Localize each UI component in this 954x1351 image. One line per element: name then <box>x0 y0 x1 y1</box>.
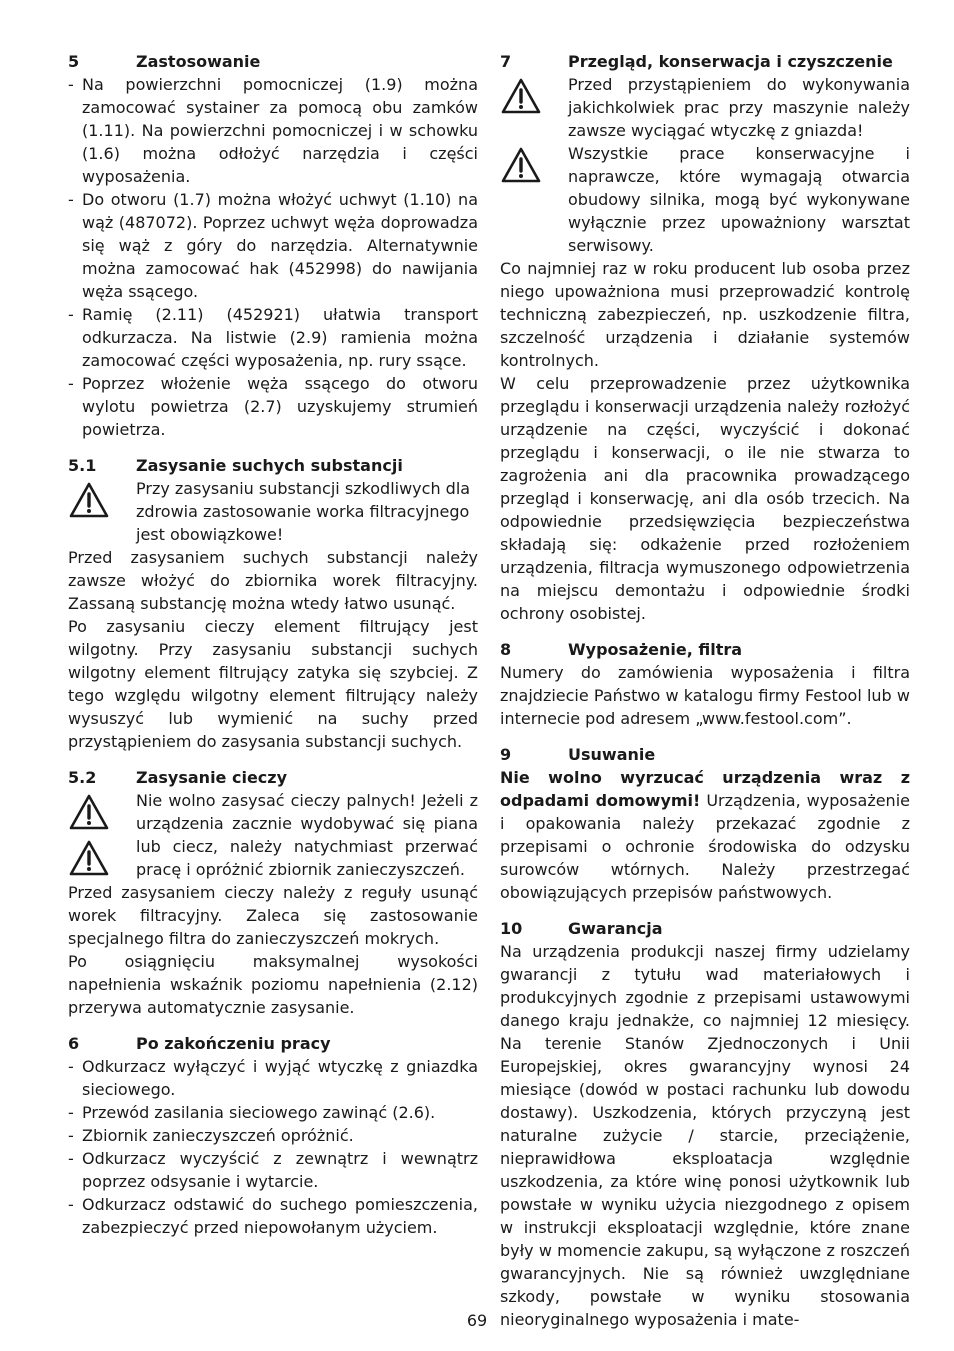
section-title: Zasysanie suchych substancji <box>136 456 403 475</box>
section-6 <box>68 1032 478 1239</box>
section-title: Zastosowanie <box>136 52 261 71</box>
warning-icon <box>500 77 542 115</box>
section-10 <box>500 917 910 1331</box>
section-5-2 <box>68 766 478 1019</box>
list-item: - Przewód zasilania sieciowego zawinąć (2.6). <box>68 1101 478 1124</box>
paragraph: Po zasysaniu cieczy element filtrujący jest wilgotny. Przy zasysaniu substancji suchych wilgotny element filtrujący zatyka się szybciej. Z tego względu wilgotny element filtrujący należy wysuszyć lub wymienić na suchy przed przystąpieniem do zasysania substancji suchych. <box>68 617 478 751</box>
paragraph <box>500 766 910 904</box>
section-heading <box>500 917 910 940</box>
section-heading <box>68 454 478 477</box>
page-number: 69 <box>466 1311 488 1330</box>
section-5-1 <box>68 454 478 753</box>
paragraph: Numery do zamówienia wyposażenia i filtra znajdziecie Państwo w katalogu firmy Festool lub w internecie pod adresem „www.festool.com”. <box>500 663 910 728</box>
section-title: Przegląd, konserwacja i czyszczenie <box>568 52 893 71</box>
right-column <box>500 50 910 1331</box>
section-7 <box>500 50 910 625</box>
bullet-list <box>68 73 478 441</box>
warning-text: Wszystkie prace konserwacyjne i naprawcze, które wymagają otwarcia obudowy silnika, mogą być wykonywane wyłącznie przez upoważniony warsztat serwisowy. <box>568 144 910 255</box>
paragraph: Przed zasysaniem cieczy należy z reguły usunąć worek filtracyjny. Zaleca się zastosowanie specjalnego filtra do zanieczyszczeń mokrych. <box>68 883 478 948</box>
warning-icon <box>68 839 110 877</box>
section-number: 8 <box>500 640 512 659</box>
paragraph: W celu przeprowadzenie przez użytkownika przeglądu i konserwacji urządzenia należy rozłożyć urządzenie na części, wyczyścić i dokonać przeglądu i konserwacji, o ile nie stwarza to zagrożenia ani dla pracownika prowadzącego przegląd i konserwację, ani dla osób trzecich. Na odpowiednie przedsięwzięcia bezpieczeństwa składają się: odkażenie przed rozłożeniem urządzenia, filtracja wymuszonego odpowietrzenia na miejscu demontażu i odpowiednie środki ochrony osobistej. <box>500 374 910 623</box>
paragraph: Na urządzenia produkcji naszej firmy udzielamy gwarancji z tytułu wad materiałowych i produkcyjnych zgodnie z przepisami ustawowymi danego kraju jednakże, co najmniej 12 miesięcy. Na terenie Stanów Zjednoczonych i Unii Europejskiej, okres gwarancyjny wynosi 24 miesiące (dowód w postaci rachunku lub dowodu dostawy). Uszkodzenia, których przyczyną jest naturalne zużycie / starcie, przeciążenie, nieprawidłowa eksploatacja względnie uszkodzenia, za które winę ponosi użytkownik lub powstałe w wyniku użycia niezgodnego z opisem w instrukcji eksploatacji względnie, które znane były w momencie zakupu, są wyłączone z roszczeń gwarancyjnych. Nie są również uwzględniane szkody, powstałe w wyniku stosowania nieoryginalnego wyposażenia i mate- <box>500 942 910 1329</box>
section-heading <box>68 50 478 73</box>
section-number: 7 <box>500 52 512 71</box>
list-item: - Odkurzacz wyczyścić z zewnątrz i wewnątrz poprzez odsysanie i wytarcie. <box>68 1147 478 1193</box>
section-heading <box>500 743 910 766</box>
warning-block <box>500 142 910 257</box>
warning-icon <box>68 481 110 519</box>
bullet-list <box>68 1055 478 1239</box>
section-number: 6 <box>68 1034 80 1053</box>
list-item: - Odkurzacz wyłączyć i wyjąć wtyczkę z gniazdka sieciowego. <box>68 1055 478 1101</box>
section-heading <box>68 766 478 789</box>
paragraph: Po osiągnięciu maksymalnej wysokości napełnienia wskaźnik poziomu napełnienia (2.12) przerywa automatycznie zasysanie. <box>68 952 478 1017</box>
list-item: - Poprzez włożenie węża ssącego do otworu wylotu powietrza (2.7) uzyskujemy strumień powietrza. <box>68 372 478 441</box>
section-title: Gwarancja <box>568 919 663 938</box>
section-title: Usuwanie <box>568 745 656 764</box>
warning-text: Nie wolno zasysać cieczy palnych! Jeżeli z urządzenia zacznie wydobywać się piana lub ciecz, należy natychmiast przerwać pracę i opróżnić zbiornik zanieczyszczeń. <box>136 791 478 879</box>
warning-text: Przy zasysaniu substancji szkodliwych dla zdrowia zastosowanie worka filtracyjnego jest obowiązkowe! <box>136 479 471 544</box>
list-item: - Na powierzchni pomocniczej (1.9) można zamocować systainer za pomocą obu zamków (1.11). Na powierzchni pomocniczej i w schowku (1.6) można odłożyć narzędzia i części wyposażenia. <box>68 73 478 188</box>
section-5 <box>68 50 478 441</box>
bold-notice: Nie wolno wyrzucać urządzenia wraz z odpadami domowymi! <box>500 768 910 810</box>
section-title: Wyposażenie, filtra <box>568 640 743 659</box>
warning-block <box>500 73 910 142</box>
warning-icon <box>500 146 542 184</box>
section-heading <box>500 638 910 661</box>
section-8 <box>500 638 910 730</box>
section-9 <box>500 743 910 904</box>
section-heading <box>500 50 910 73</box>
section-title: Zasysanie cieczy <box>136 768 288 787</box>
section-number: 5.1 <box>68 456 97 475</box>
list-item: - Zbiornik zanieczyszczeń opróżnić. <box>68 1124 478 1147</box>
section-heading <box>68 1032 478 1055</box>
left-column <box>68 50 478 1239</box>
paragraph: Co najmniej raz w roku producent lub osoba przez niego upoważniona musi przeprowadzić kontrolę techniczną zabezpieczeń, np. uszkodzenie filtra, szczelność urządzenia i działanie systemów kontrolnych. <box>500 259 910 370</box>
section-number: 9 <box>500 745 512 764</box>
paragraph: Przed zasysaniem suchych substancji należy zawsze włożyć do zbiornika worek filtracyjny. Zassaną substancję można wtedy łatwo usunąć. <box>68 548 478 613</box>
paragraph-text: Urządzenia, wyposażenie i opakowania należy przekazać zgodnie z przepisami o ochronie środowiska do odzysku surowców wtórnych. Należy przestrzegać obowiązujących przepisów państwowych. <box>500 791 910 902</box>
section-number: 10 <box>500 919 523 938</box>
list-item: - Odkurzacz odstawić do suchego pomieszczenia, zabezpieczyć przed niepowołanym użyciem. <box>68 1193 478 1239</box>
section-number: 5 <box>68 52 80 71</box>
warning-icon <box>68 793 110 831</box>
warning-block <box>68 789 478 881</box>
list-item: - Ramię (2.11) (452921) ułatwia transport odkurzacza. Na listwie (2.9) ramienia można zamocować części wyposażenia, np. rury ssące. <box>68 303 478 372</box>
list-item: - Do otworu (1.7) można włożyć uchwyt (1.10) na wąż (487072). Poprzez uchwyt węża doprowadza się wąż z góry do narzędzia. Alternatywnie można zamocować hak (452998) do nawijania węża ssącego. <box>68 188 478 303</box>
warning-text: Przed przystąpieniem do wykonywania jakichkolwiek prac przy maszynie należy zawsze wyciągać wtyczkę z gniazda! <box>568 75 910 140</box>
section-title: Po zakończeniu pracy <box>136 1034 331 1053</box>
warning-block <box>68 477 478 546</box>
section-number: 5.2 <box>68 768 97 787</box>
